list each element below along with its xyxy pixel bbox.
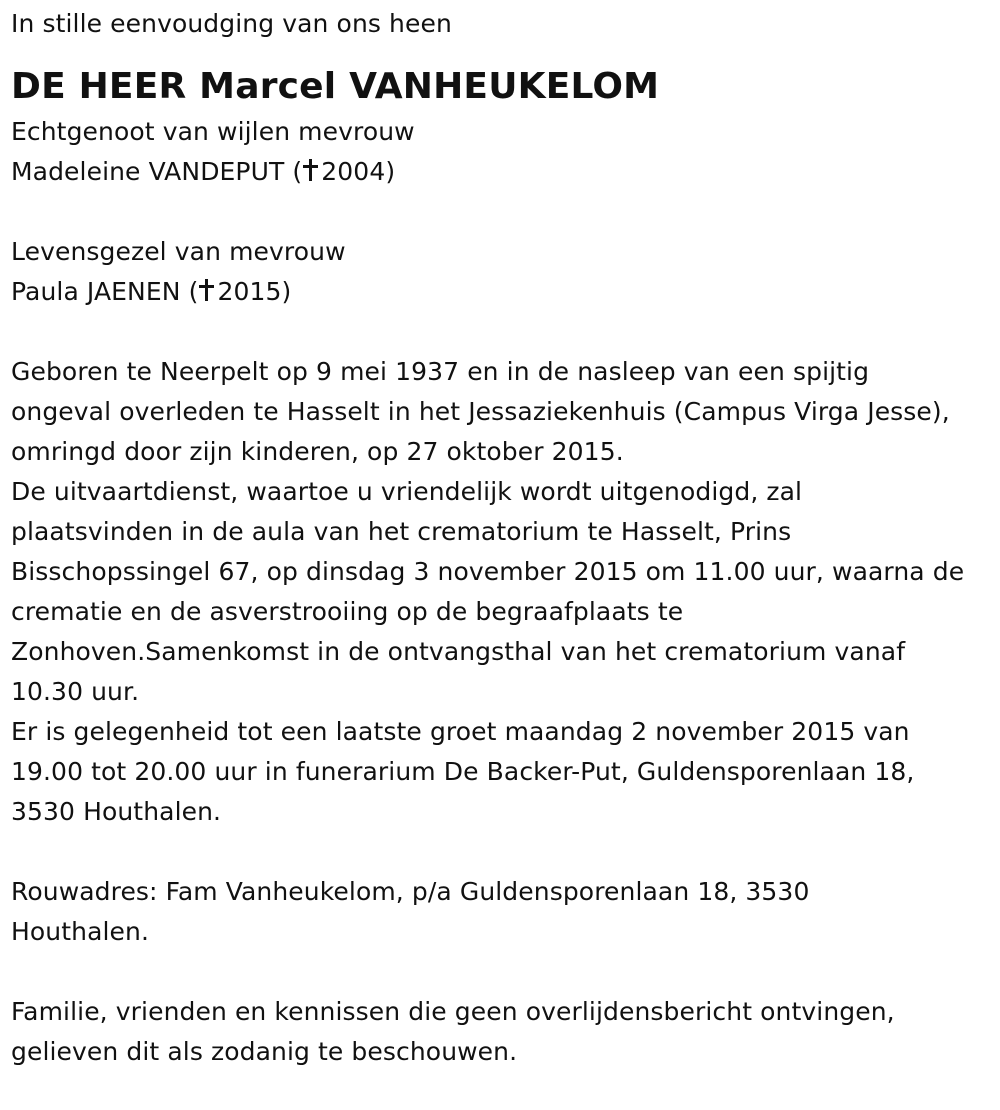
body-line: De uitvaartdienst, waartoe u vriendelijk wordt uitgenodigd, zal: [11, 477, 803, 506]
spouse-name: Madeleine VANDEPUT (: [11, 157, 303, 186]
cross-icon: [303, 159, 318, 181]
body-line: crematie en de asverstrooiing op de begraafplaats te: [11, 597, 684, 626]
closing-paragraph: [11, 992, 1000, 1072]
address-line: Rouwadres: Fam Vanheukelom, p/a Guldensporenlaan 18, 3530: [11, 877, 810, 906]
spouse-death-year: 2004): [321, 157, 396, 186]
partner-death-year: 2015): [217, 277, 292, 306]
spacer: [11, 952, 1000, 992]
spacer: [11, 312, 1000, 352]
body-line: Bisschopssingel 67, op dinsdag 3 november 2015 om 11.00 uur, waarna de: [11, 557, 965, 586]
body-line: omringd door zijn kinderen, op 27 oktober 2015.: [11, 437, 624, 466]
cross-icon: [199, 279, 214, 301]
body-line: plaatsvinden in de aula van het crematorium te Hasselt, Prins: [11, 517, 792, 546]
spouse-name-line: [11, 152, 1000, 192]
spouse-relation: Echtgenoot van wijlen mevrouw: [11, 117, 415, 146]
body-line: 10.30 uur.: [11, 677, 140, 706]
body-line: Geboren te Neerpelt op 9 mei 1937 en in de nasleep van een spijtig: [11, 357, 870, 386]
closing-line: gelieven dit als zodanig te beschouwen.: [11, 1037, 518, 1066]
body-line: Er is gelegenheid tot een laatste groet maandag 2 november 2015 van: [11, 717, 910, 746]
partner-relation: Levensgezel van mevrouw: [11, 237, 346, 266]
partner-name: Paula JAENEN (: [11, 277, 199, 306]
body-line: Zonhoven.Samenkomst in de ontvangsthal van het crematorium vanaf: [11, 637, 906, 666]
body-paragraph: [11, 352, 1000, 832]
mourning-address: [11, 872, 1000, 952]
closing-line: Familie, vrienden en kennissen die geen overlijdensbericht ontvingen,: [11, 997, 895, 1026]
deceased-name: DE HEER Marcel VANHEUKELOM: [11, 66, 660, 107]
spacer: [11, 192, 1000, 232]
address-line: Houthalen.: [11, 917, 150, 946]
body-line: 19.00 tot 20.00 uur in funerarium De Backer-Put, Guldensporenlaan 18,: [11, 757, 915, 786]
intro-text: In stille eenvoudging van ons heen: [11, 9, 452, 38]
body-line: 3530 Houthalen.: [11, 797, 222, 826]
spacer: [11, 832, 1000, 872]
partner-name-line: [11, 272, 1000, 312]
body-line: ongeval overleden te Hasselt in het Jessaziekenhuis (Campus Virga Jesse),: [11, 397, 950, 426]
